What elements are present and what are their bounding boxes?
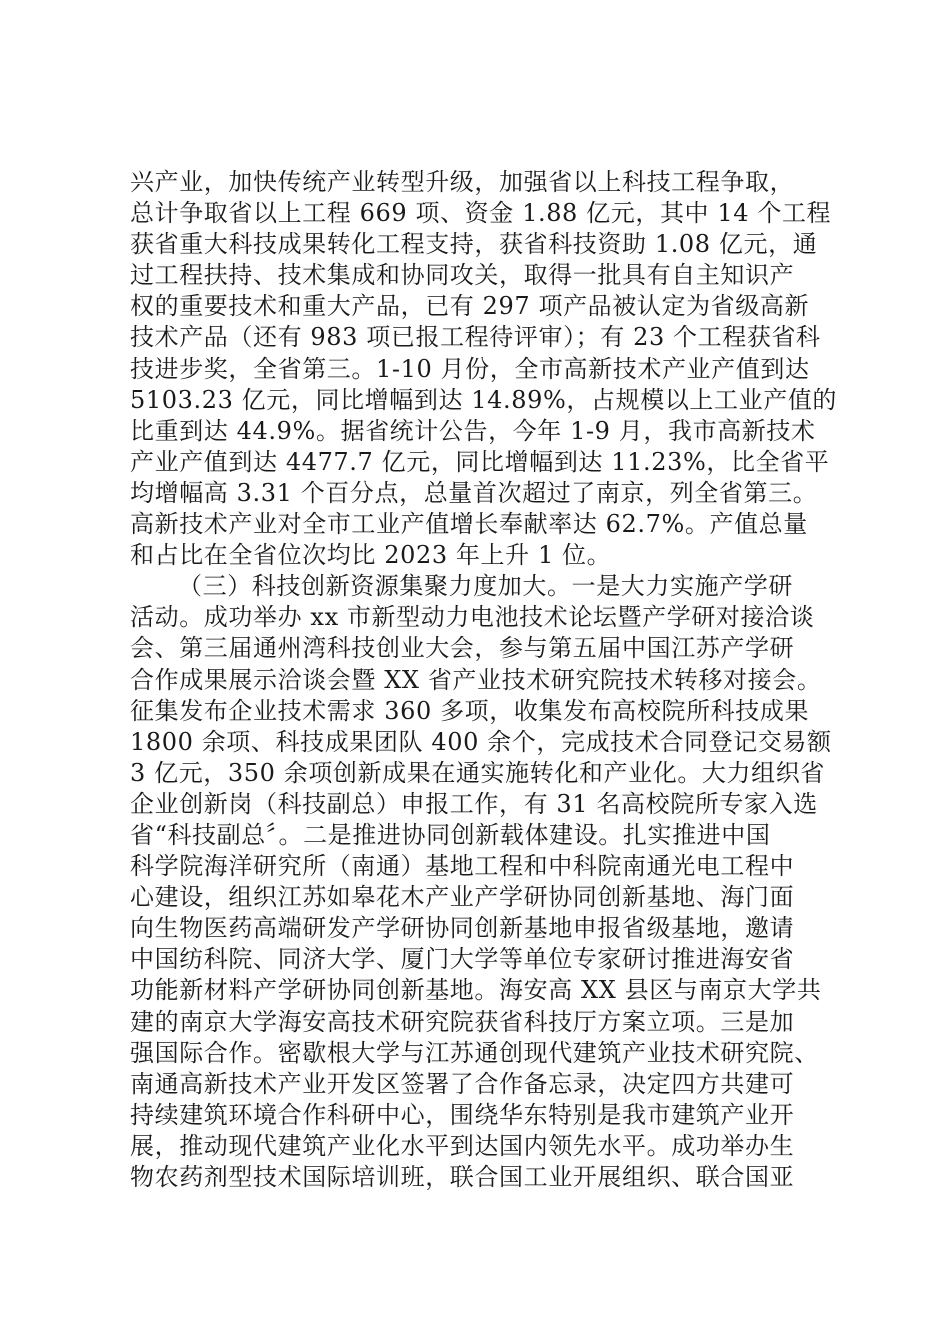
- section-heading-line: （三）科技创新资源集聚力度加大。一是大力实施产学研: [178, 572, 793, 601]
- text-line: 省“科技副总〞。二是推进协同创新载体建设。扎实推进中国: [130, 820, 771, 849]
- text-line: 技术产品（还有 983 项已报工程待评审）；有 23 个工程获省科: [130, 323, 821, 352]
- text-line: 强国际合作。密歇根大学与江苏通创现代建筑产业技术研究院、: [130, 1038, 819, 1067]
- text-line: 合作成果展示洽谈会暨 XX 省产业技术研究院技术转移对接会。: [130, 665, 822, 694]
- text-line: 兴产业，加快传统产业转型升级，加强省以上科技工程争取，: [130, 168, 795, 196]
- text-line: 获省重大科技成果转化工程支持，获省科技资助 1.08 亿元，通: [130, 230, 818, 259]
- text-line: 展，推动现代建筑产业化水平到达国内领先水平。成功举办生: [130, 1131, 795, 1160]
- text-line: 5103.23 亿元，同比增幅到达 14.89%，占规模以上工业产值的: [130, 385, 838, 414]
- text-line: 产业产值到达 4477.7 亿元，同比增幅到达 11.23%，比全省平: [130, 447, 830, 476]
- text-line: 持续建筑环境合作科研中心，围绕华东特别是我市建筑产业开: [130, 1100, 795, 1129]
- text-line: 高新技术产业对全市工业产值增长奉献率达 62.7%。产值总量: [130, 510, 808, 539]
- text-line: 企业创新岗（科技副总）申报工作，有 31 名高校院所专家入选: [130, 789, 818, 818]
- text-line: 会、第三届通州湾科技创业大会，参与第五届中国江苏产学研: [130, 634, 795, 663]
- text-line: 比重到达 44.9%。据省统计公告，今年 1-9 月，我市高新技术: [130, 416, 816, 445]
- text-line: 总计争取省以上工程 669 项、资金 1.88 亿元，其中 14 个工程: [130, 199, 832, 228]
- text-line: 物农药剂型技术国际培训班，联合国工业开展组织、联合国亚: [130, 1163, 795, 1191]
- text-line: 向生物医药高端研发产学研协同创新基地申报省级基地，邀请: [130, 914, 795, 943]
- text-line: 权的重要技术和重大产品，已有 297 项产品被认定为省级高新: [130, 292, 810, 321]
- text-line: 功能新材料产学研协同创新基地。海安高 XX 县区与南京大学共: [130, 976, 822, 1005]
- text-line: 南通高新技术产业开发区签署了合作备忘录，决定四方共建可: [130, 1069, 795, 1098]
- text-line: 活动。成功举办 xx 市新型动力电池技术论坛暨产学研对接洽谈: [130, 603, 815, 632]
- text-line: 科学院海洋研究所（南通）基地工程和中科院南通光电工程中: [130, 852, 795, 881]
- text-line: 1800 余项、科技成果团队 400 余个，完成技术合同登记交易额: [130, 727, 832, 756]
- text-line: 征集发布企业技术需求 360 多项，收集发布高校院所科技成果: [130, 696, 810, 725]
- body-text: [130, 167, 850, 1193]
- text-line: 建的南京大学海安高技术研究院获省科技厅方案立项。三是加: [130, 1007, 795, 1036]
- text-line: 3 亿元，350 余项创新成果在通实施转化和产业化。大力组织省: [130, 758, 825, 787]
- text-line: 过工程扶持、技术集成和协同攻关，取得一批具有自主知识产: [130, 261, 795, 290]
- text-line: 均增幅高 3.31 个百分点，总量首次超过了南京，列全省第三。: [130, 478, 818, 507]
- text-line: 中国纺科院、同济大学、厦门大学等单位专家研讨推进海安省: [130, 945, 795, 974]
- text-line: 心建设，组织江苏如皋花木产业产学研协同创新基地、海门面: [130, 883, 795, 912]
- text-line: 和占比在全省位次均比 2023 年上升 1 位。: [130, 541, 612, 570]
- text-line: 技进步奖，全省第三。1-10 月份，全市高新技术产业产值到达: [130, 354, 810, 383]
